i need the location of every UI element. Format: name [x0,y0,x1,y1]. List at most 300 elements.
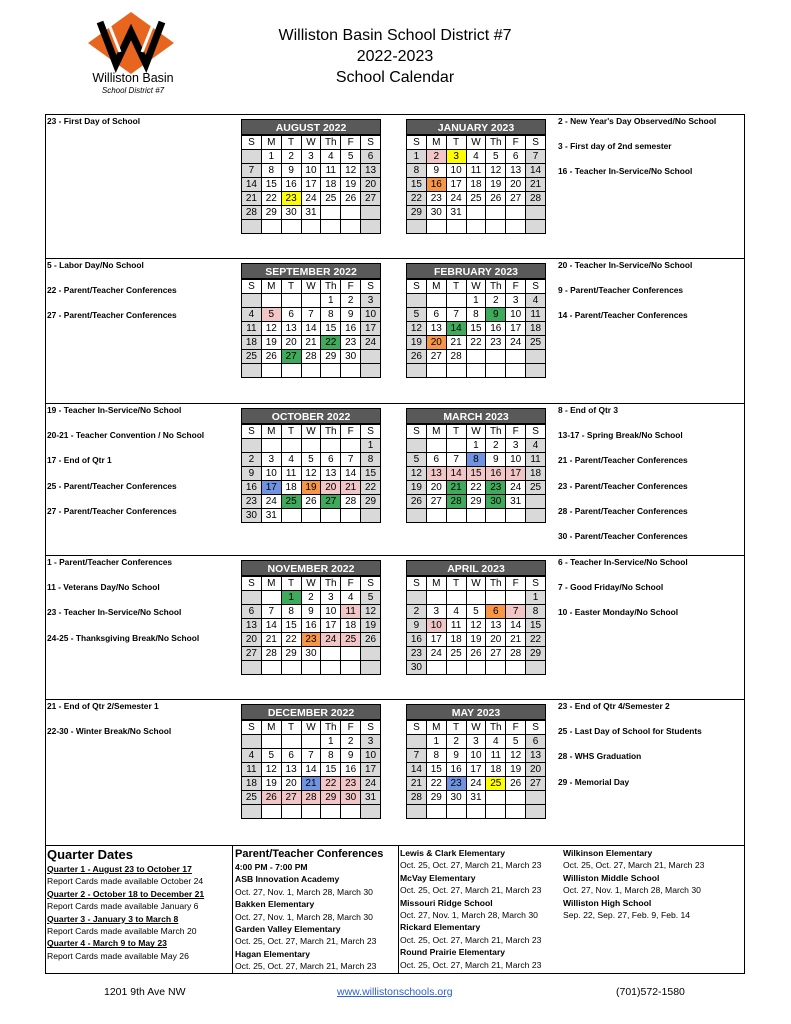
day-cell: 23 [242,495,262,509]
quarter-dates-section [47,847,230,976]
day-cell: 18 [446,633,466,647]
weekday-header: F [341,425,361,439]
event-item: 10 - Easter Monday/No School [558,607,679,618]
day-cell: 30 [426,206,446,220]
day-cell: 3 [506,439,526,453]
weekday-header: M [261,721,281,735]
footer-website-link[interactable]: www.willistonschools.org [337,986,453,998]
day-cell [426,220,446,234]
info-line: Report Cards made available October 24 [47,876,204,887]
day-cell: 11 [321,164,341,178]
day-cell [506,509,526,523]
event-item: 5 - Labor Day/No School [47,260,144,270]
day-cell: 1 [426,735,446,749]
day-cell [407,294,427,308]
day-cell: 28 [407,791,427,805]
day-cell: 6 [361,150,381,164]
day-cell: 8 [426,749,446,763]
day-cell [407,805,427,819]
weekday-header: W [466,577,486,591]
day-cell [261,294,281,308]
weekday-header: W [301,425,321,439]
day-cell: 31 [506,495,526,509]
day-cell [261,735,281,749]
weekday-header: T [446,280,466,294]
day-cell [261,439,281,453]
day-cell: 18 [466,178,486,192]
weekday-header: S [361,136,381,150]
day-cell [281,509,301,523]
day-cell: 23 [407,647,427,661]
day-cell: 6 [321,453,341,467]
weekday-header: F [506,425,526,439]
day-cell: 19 [301,481,321,495]
day-cell: 12 [486,164,506,178]
day-cell [407,735,427,749]
weekday-header: S [361,721,381,735]
day-cell [321,509,341,523]
event-item: 11 - Veterans Day/No School [47,582,160,593]
day-cell: 10 [446,164,466,178]
day-cell: 6 [526,735,546,749]
day-cell: 26 [301,495,321,509]
weekday-header: S [242,425,262,439]
day-cell: 4 [242,308,262,322]
day-cell: 10 [361,749,381,763]
day-cell: 25 [321,192,341,206]
day-cell: 8 [321,749,341,763]
day-cell [407,364,427,378]
info-line: Oct. 25, Oct. 27, March 21, March 23 [400,959,542,970]
day-cell: 9 [281,164,301,178]
day-cell: 7 [407,749,427,763]
day-cell: 24 [361,336,381,350]
day-cell: 12 [301,467,321,481]
weekday-header: T [446,577,466,591]
day-cell [242,294,262,308]
weekday-header: M [426,577,446,591]
day-cell: 27 [281,350,301,364]
day-cell: 27 [486,647,506,661]
event-item: 27 - Parent/Teacher Conferences [47,505,177,516]
event-item: 23 - End of Qtr 4/Semester 2 [558,701,670,711]
weekday-header: M [261,577,281,591]
weekday-header: S [526,136,546,150]
day-cell: 29 [407,206,427,220]
info-line: Oct. 25, Oct. 27, March 21, March 23 [400,860,542,871]
weekday-header: S [526,721,546,735]
footer-address: 1201 9th Ave NW [104,986,186,998]
title-year: 2022-2023 [356,48,434,65]
day-cell: 15 [321,322,341,336]
weekday-header: Th [321,721,341,735]
weekday-header: S [407,280,427,294]
info-line: Missouri Ridge School [400,897,493,908]
day-cell [526,661,546,675]
day-cell [526,350,546,364]
day-cell [486,220,506,234]
day-cell: 10 [426,619,446,633]
day-cell: 8 [321,308,341,322]
weekday-header: F [506,280,526,294]
day-cell: 19 [261,777,281,791]
day-cell: 24 [261,495,281,509]
info-line: Sep. 22, Sep. 27, Feb. 9, Feb. 14 [563,910,691,921]
day-cell [506,591,526,605]
day-cell: 14 [301,763,321,777]
conferences-section [235,847,397,976]
weekday-header: T [281,136,301,150]
day-cell: 8 [281,605,301,619]
month-title: MAY 2023 [406,704,546,720]
day-cell: 2 [407,605,427,619]
day-cell: 14 [261,619,281,633]
day-cell [261,364,281,378]
day-cell: 26 [466,647,486,661]
weekday-header: Th [486,721,506,735]
day-cell [466,206,486,220]
day-cell: 11 [526,453,546,467]
day-cell [486,350,506,364]
day-cell: 7 [242,164,262,178]
info-line: Bakken Elementary [235,899,315,910]
day-cell [426,591,446,605]
day-cell: 18 [242,777,262,791]
day-cell: 5 [466,605,486,619]
day-cell [407,220,427,234]
info-line: Oct. 27, Nov. 1, March 28, March 30 [235,886,373,897]
weekday-header: F [341,721,361,735]
info-line: Oct. 25, Oct. 27, March 21, March 23 [235,961,377,972]
day-cell [407,439,427,453]
day-cell [242,735,262,749]
conferences-column-3-section [563,847,743,976]
day-cell [341,509,361,523]
day-cell: 18 [341,619,361,633]
day-cell [446,439,466,453]
logo-subtitle: School District #7 [101,86,165,95]
day-cell: 14 [446,322,466,336]
day-cell: 19 [361,619,381,633]
month-days-table [241,279,381,378]
day-cell: 17 [321,619,341,633]
day-cell: 22 [466,481,486,495]
day-cell [486,661,506,675]
day-cell: 4 [446,605,466,619]
day-cell: 5 [301,453,321,467]
day-cell [261,220,281,234]
month-days-table [406,576,546,675]
day-cell: 18 [321,178,341,192]
day-cell: 17 [466,763,486,777]
day-cell: 4 [526,294,546,308]
weekday-header: S [361,425,381,439]
day-cell: 30 [281,206,301,220]
weekday-header: Th [321,577,341,591]
day-cell: 15 [526,619,546,633]
weekday-header: S [526,577,546,591]
day-cell: 20 [281,777,301,791]
day-cell [526,791,546,805]
day-cell: 3 [321,591,341,605]
month-title: NOVEMBER 2022 [241,560,381,576]
day-cell: 13 [506,164,526,178]
day-cell: 26 [261,791,281,805]
weekday-header: T [446,425,466,439]
info-line: Oct. 25, Oct. 27, March 21, March 23 [400,885,542,896]
day-cell: 25 [341,633,361,647]
day-cell [506,791,526,805]
day-cell: 21 [242,192,262,206]
day-cell: 23 [426,192,446,206]
day-cell: 7 [301,749,321,763]
info-line: Lewis & Clark Elementary [400,848,506,858]
day-cell [446,661,466,675]
day-cell: 11 [466,164,486,178]
day-cell: 23 [281,192,301,206]
day-cell: 24 [466,777,486,791]
day-cell: 10 [301,164,321,178]
day-cell: 10 [261,467,281,481]
day-cell: 23 [486,481,506,495]
day-cell [361,661,381,675]
day-cell: 7 [506,605,526,619]
day-cell: 16 [281,178,301,192]
day-cell: 6 [506,150,526,164]
day-cell: 9 [301,605,321,619]
weekday-header: S [242,577,262,591]
day-cell: 14 [526,164,546,178]
day-cell [526,509,546,523]
day-cell: 3 [301,150,321,164]
day-cell: 22 [466,336,486,350]
event-item: 28 - Parent/Teacher Conferences [558,505,688,516]
day-cell: 22 [261,192,281,206]
day-cell: 13 [486,619,506,633]
day-cell: 22 [321,777,341,791]
event-item: 30 - Parent/Teacher Conferences [558,531,688,541]
day-cell: 21 [301,777,321,791]
day-cell: 19 [486,178,506,192]
weekday-header: M [261,425,281,439]
month-title: MARCH 2023 [406,408,546,424]
day-cell: 4 [341,591,361,605]
event-item: 14 - Parent/Teacher Conferences [558,310,688,321]
day-cell: 13 [361,164,381,178]
day-cell: 27 [426,350,446,364]
info-line: Oct. 25, Oct. 27, March 21, March 23 [563,860,705,871]
conferences-column-1 [235,861,397,973]
day-cell [361,647,381,661]
month-days-table [406,135,546,234]
day-cell [301,220,321,234]
day-cell: 21 [446,481,466,495]
month-calendar [241,263,381,378]
day-cell: 1 [466,439,486,453]
day-cell: 5 [261,749,281,763]
info-line: Wilkinson Elementary [563,848,653,858]
day-cell [526,220,546,234]
day-cell [281,735,301,749]
day-cell: 25 [466,192,486,206]
day-cell [341,805,361,819]
day-cell [466,805,486,819]
day-cell: 1 [526,591,546,605]
day-cell [361,206,381,220]
day-cell: 28 [301,791,321,805]
weekday-header: S [526,280,546,294]
day-cell: 6 [426,453,446,467]
month-title: FEBRUARY 2023 [406,263,546,279]
day-cell: 21 [506,633,526,647]
info-line: Quarter 4 - March 9 to May 23 [47,938,167,949]
day-cell [341,647,361,661]
event-item: 27 - Parent/Teacher Conferences [47,310,177,321]
day-cell [526,805,546,819]
day-cell: 9 [446,749,466,763]
weekday-header: T [446,136,466,150]
day-cell [321,220,341,234]
event-item: 20-21 - Teacher Convention / No School [47,430,205,441]
day-cell: 16 [242,481,262,495]
info-line: Round Prairie Elementary [400,947,506,958]
day-cell: 1 [407,150,427,164]
day-cell [506,220,526,234]
day-cell: 23 [301,633,321,647]
day-cell: 8 [361,453,381,467]
month-title: SEPTEMBER 2022 [241,263,381,279]
weekday-header: F [341,136,361,150]
day-cell [486,509,506,523]
day-cell: 18 [242,336,262,350]
event-item: 19 - Teacher In-Service/No School [47,405,182,415]
info-line: Oct. 25, Oct. 27, March 21, March 23 [235,936,377,947]
event-item: 25 - Last Day of School for Students [558,726,702,737]
day-cell: 30 [301,647,321,661]
event-item: 6 - Teacher In-Service/No School [558,557,688,567]
day-cell: 12 [261,322,281,336]
day-cell: 17 [506,467,526,481]
weekday-header: Th [486,577,506,591]
day-cell: 21 [407,777,427,791]
info-line: Williston Middle School [563,872,660,883]
day-cell: 16 [446,763,466,777]
day-cell: 11 [341,605,361,619]
day-cell: 28 [446,495,466,509]
row-divider [45,555,745,556]
weekday-header: F [341,577,361,591]
weekday-header: S [407,721,427,735]
day-cell: 17 [426,633,446,647]
day-cell: 29 [321,791,341,805]
day-cell: 19 [506,763,526,777]
day-cell: 11 [242,763,262,777]
day-cell: 24 [321,633,341,647]
day-cell: 19 [407,336,427,350]
day-cell [341,364,361,378]
day-cell: 17 [361,763,381,777]
day-cell: 2 [486,294,506,308]
day-cell: 17 [446,178,466,192]
day-cell [446,294,466,308]
day-cell [341,661,361,675]
day-cell: 14 [301,322,321,336]
day-cell: 10 [361,308,381,322]
info-line: Garden Valley Elementary [235,924,341,935]
day-cell: 7 [446,308,466,322]
day-cell: 25 [281,495,301,509]
day-cell [506,364,526,378]
day-cell: 15 [261,178,281,192]
day-cell: 2 [446,735,466,749]
day-cell: 12 [261,763,281,777]
day-cell: 14 [407,763,427,777]
day-cell [426,364,446,378]
day-cell: 23 [486,336,506,350]
info-line: Report Cards made available May 26 [47,950,189,961]
day-cell [446,509,466,523]
day-cell: 30 [341,791,361,805]
day-cell: 26 [361,633,381,647]
day-cell: 20 [526,763,546,777]
info-line: Rickard Elementary [400,922,481,933]
day-cell: 3 [261,453,281,467]
weekday-header: T [281,577,301,591]
day-cell: 14 [446,467,466,481]
day-cell [242,661,262,675]
info-line: Oct. 27, Nov. 1, March 28, March 30 [400,910,538,921]
day-cell: 21 [341,481,361,495]
day-cell: 27 [281,791,301,805]
day-cell: 16 [486,322,506,336]
day-cell: 22 [526,633,546,647]
day-cell: 25 [526,336,546,350]
day-cell: 20 [242,633,262,647]
day-cell: 31 [261,509,281,523]
month-days-table [241,135,381,234]
event-item: 9 - Parent/Teacher Conferences [558,285,684,296]
event-item: 21 - End of Qtr 2/Semester 1 [47,701,159,711]
day-cell [506,206,526,220]
day-cell: 22 [407,192,427,206]
day-cell: 14 [506,619,526,633]
weekday-header: S [361,577,381,591]
day-cell: 1 [361,439,381,453]
event-item: 25 - Parent/Teacher Conferences [47,480,177,491]
day-cell: 7 [526,150,546,164]
day-cell: 16 [301,619,321,633]
day-cell: 13 [426,322,446,336]
day-cell: 24 [506,481,526,495]
day-cell: 13 [526,749,546,763]
day-cell: 8 [261,164,281,178]
weekday-header: Th [321,280,341,294]
day-cell [301,805,321,819]
event-item: 1 - Parent/Teacher Conferences [47,557,173,567]
event-item: 23 - Teacher In-Service/No School [47,607,182,618]
day-cell: 3 [361,294,381,308]
day-cell: 4 [281,453,301,467]
info-line: Williston High School [563,897,652,908]
weekday-header: W [466,425,486,439]
day-cell: 1 [321,735,341,749]
day-cell [486,364,506,378]
day-cell: 2 [281,150,301,164]
day-cell: 3 [426,605,446,619]
day-cell: 16 [426,178,446,192]
day-cell: 15 [281,619,301,633]
day-cell: 14 [242,178,262,192]
